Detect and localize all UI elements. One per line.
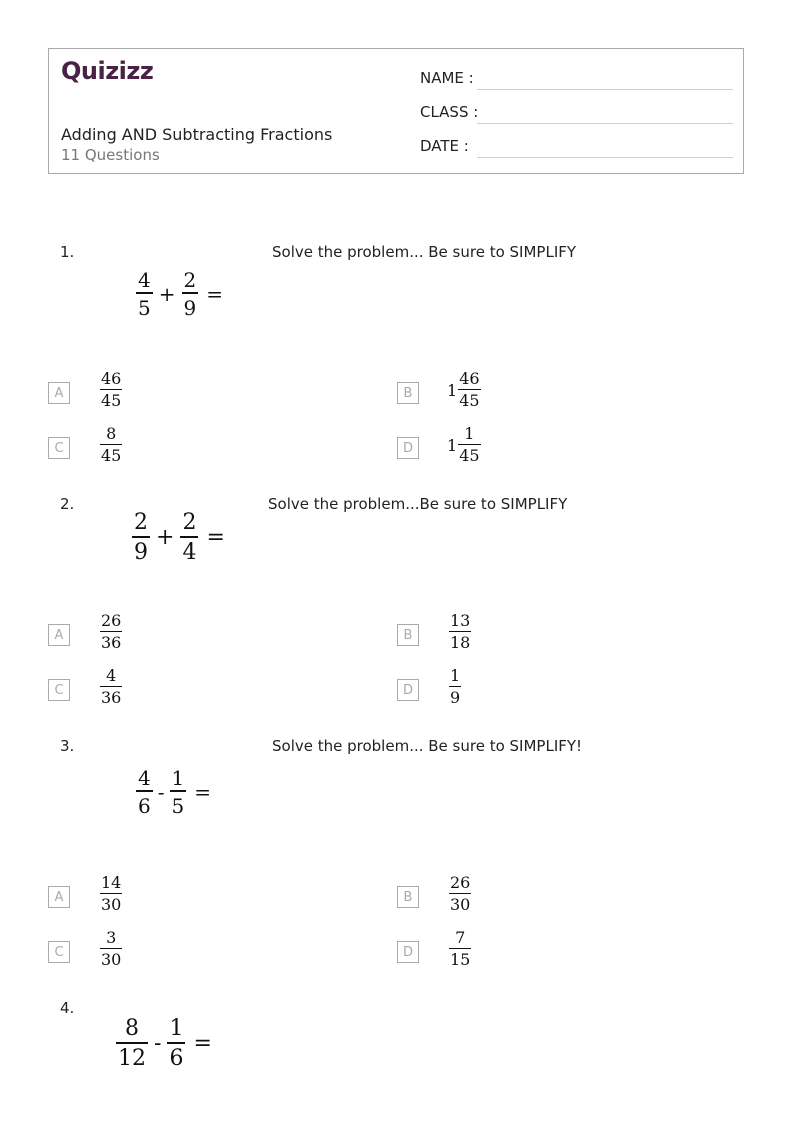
question-3-text: Solve the problem... Be sure to SIMPLIFY! bbox=[272, 737, 583, 755]
fraction: $\frac{2}{4}$ bbox=[182, 510, 197, 565]
name-line bbox=[477, 89, 733, 90]
fraction: $\frac{4}{6}$ bbox=[138, 766, 151, 818]
option-c-box[interactable]: C bbox=[48, 941, 70, 963]
fraction: $\frac{1}{6}$ bbox=[169, 1016, 184, 1071]
question-2-number: 2. bbox=[60, 495, 75, 513]
option-c-box[interactable]: C bbox=[48, 679, 70, 701]
question-4-number: 4. bbox=[60, 999, 75, 1017]
question-1-expression: $\frac{4}{5}$ + $\frac{2}{9}$ = bbox=[138, 268, 223, 320]
option-c-answer[interactable]: $\frac{8}{45}$ bbox=[101, 424, 122, 465]
option-c-answer[interactable]: $\frac{3}{30}$ bbox=[101, 928, 122, 969]
worksheet-header bbox=[48, 48, 744, 174]
option-b-box[interactable]: B bbox=[397, 624, 419, 646]
option-d-answer[interactable]: $\frac{1}{9}$ bbox=[450, 666, 461, 707]
worksheet-title: Adding AND Subtracting Fractions bbox=[61, 125, 333, 144]
option-d-answer[interactable]: 1 $\frac{1}{45}$ bbox=[447, 424, 480, 465]
question-2-expression: $\frac{2}{9}$ + $\frac{2}{4}$ = bbox=[134, 510, 225, 565]
question-1-number: 1. bbox=[60, 243, 75, 261]
option-d-box[interactable]: D bbox=[397, 941, 419, 963]
option-a-box[interactable]: A bbox=[48, 624, 70, 646]
quizizz-logo: Quizizz bbox=[61, 57, 154, 85]
question-1-text: Solve the problem... Be sure to SIMPLIFY bbox=[272, 243, 577, 261]
option-b-box[interactable]: B bbox=[397, 382, 419, 404]
fraction: $\frac{2}{9}$ bbox=[183, 268, 197, 320]
date-line bbox=[477, 157, 733, 158]
question-4-expression: $\frac{8}{12}$ - $\frac{1}{6}$ = bbox=[118, 1016, 212, 1071]
option-a-answer[interactable]: $\frac{26}{36}$ bbox=[101, 611, 122, 652]
class-label: CLASS : bbox=[420, 103, 479, 121]
fraction: $\frac{4}{5}$ bbox=[138, 268, 151, 320]
fraction: $\frac{1}{5}$ bbox=[171, 766, 185, 818]
fraction: $\frac{8}{12}$ bbox=[118, 1016, 146, 1071]
class-line bbox=[477, 123, 733, 124]
fraction: $\frac{2}{9}$ bbox=[134, 510, 148, 565]
date-label: DATE : bbox=[420, 137, 469, 155]
option-b-answer[interactable]: 1 $\frac{46}{45}$ bbox=[447, 369, 480, 410]
option-d-answer[interactable]: $\frac{7}{15}$ bbox=[450, 928, 471, 969]
option-d-box[interactable]: D bbox=[397, 437, 419, 459]
option-c-answer[interactable]: $\frac{4}{36}$ bbox=[101, 666, 122, 707]
question-count: 11 Questions bbox=[61, 146, 160, 164]
option-a-answer[interactable]: $\frac{14}{30}$ bbox=[101, 873, 122, 914]
question-3-expression: $\frac{4}{6}$ - $\frac{1}{5}$ = bbox=[138, 766, 211, 818]
option-a-answer[interactable]: $\frac{46}{45}$ bbox=[101, 369, 122, 410]
question-3-number: 3. bbox=[60, 737, 75, 755]
option-b-answer[interactable]: $\frac{26}{30}$ bbox=[450, 873, 471, 914]
option-a-box[interactable]: A bbox=[48, 886, 70, 908]
question-2-text: Solve the problem...Be sure to SIMPLIFY bbox=[268, 495, 568, 513]
option-d-box[interactable]: D bbox=[397, 679, 419, 701]
option-a-box[interactable]: A bbox=[48, 382, 70, 404]
option-c-box[interactable]: C bbox=[48, 437, 70, 459]
option-b-answer[interactable]: $\frac{13}{18}$ bbox=[450, 611, 471, 652]
option-b-box[interactable]: B bbox=[397, 886, 419, 908]
name-label: NAME : bbox=[420, 69, 474, 87]
